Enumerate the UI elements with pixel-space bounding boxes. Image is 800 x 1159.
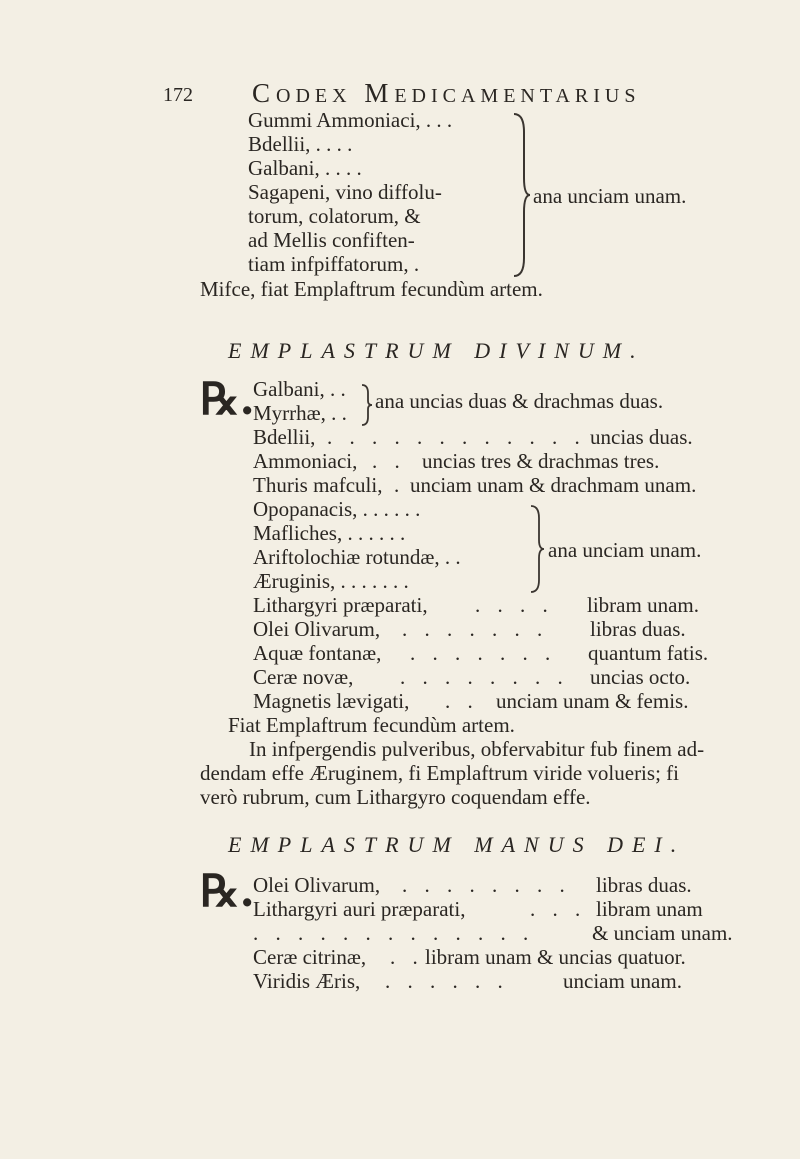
ingredient-line: Ariftolochiæ rotundæ, . . [253, 545, 461, 569]
dose: ana uncias duas & drachmas duas. [375, 389, 664, 413]
ingredient-name: Olei Olivarum, [253, 617, 381, 641]
running-header [252, 78, 641, 109]
ingredient-name: Lithargyri auri præparati, [253, 897, 466, 921]
brace-icon [510, 112, 532, 278]
page-number: 172 [163, 84, 193, 106]
leader-dots: . . . . . . [385, 969, 509, 993]
leader-dots: . . . . [475, 593, 554, 617]
brace-icon [528, 504, 546, 594]
ingredient-line: Æruginis, . . . . . . . [253, 569, 409, 593]
section-title: EMPLASTRUM DIVINUM. [228, 338, 645, 363]
leader-dots: . . [372, 449, 406, 473]
ingredient-line: Myrrhæ, . . [253, 401, 347, 425]
leader-dots: . . . . . . . . [402, 873, 571, 897]
ingredient-line: Galbani, . . [253, 377, 346, 401]
dose: uncias tres & drachmas tres. [422, 449, 660, 473]
header-edicamentarius: EDICAMENTARIUS [394, 85, 641, 107]
ingredient-name: Magnetis lævigati, [253, 689, 410, 713]
dose: libram unam [596, 897, 703, 921]
instruction: verò rubrum, cum Lithargyro coquendam effe. [200, 785, 591, 809]
leader-dots: . . . . . . . [410, 641, 557, 665]
dose: uncias octo. [590, 665, 691, 689]
ingredient-name: Ammoniaci, [253, 449, 358, 473]
header-odex: ODEX [276, 85, 352, 107]
dose: libram unam & uncias quatuor. [425, 945, 686, 969]
ingredient-line: Galbani, . . . . [248, 156, 362, 180]
instruction: Mifce, fiat Emplaftrum fecundùm artem. [200, 277, 543, 301]
leader-dots: . . . [530, 897, 587, 921]
header-c: C [252, 78, 277, 108]
ingredient-line: Opopanacis, . . . . . . [253, 497, 421, 521]
recipe-symbol: ℞. [200, 866, 255, 917]
dose: ana unciam unam. [548, 538, 702, 562]
ingredient-name: Bdellii, [253, 425, 316, 449]
leader-dots: . . . . . . . . . . . . . [253, 921, 535, 945]
ingredient-line: torum, colatorum, & [248, 204, 421, 228]
ingredient-line: Bdellii, . . . . [248, 132, 353, 156]
leader-dots: . . [445, 689, 479, 713]
ingredient-name: Olei Olivarum, [253, 873, 381, 897]
leader-dots: . . . . . . . [402, 617, 549, 641]
leader-dots: . [394, 473, 406, 497]
dose: unciam unam & femis. [496, 689, 689, 713]
ingredient-line: ad Mellis confiften- [248, 228, 415, 252]
ingredient-name: Ceræ citrinæ, [253, 945, 367, 969]
dose: libras duas. [596, 873, 692, 897]
ingredient-line: tiam infpiffatorum, . [248, 252, 420, 276]
dose: ana unciam unam. [533, 184, 687, 208]
dose: libras duas. [590, 617, 686, 641]
header-m: M [364, 78, 395, 108]
recipe-symbol: ℞. [200, 374, 255, 425]
ingredient-line: Mafliches, . . . . . . [253, 521, 406, 545]
leader-dots: . . . . . . . . [400, 665, 569, 689]
leader-dots: . . [390, 945, 424, 969]
dose: libram unam. [587, 593, 699, 617]
ingredient-line: Gummi Ammoniaci, . . . [248, 108, 453, 132]
dose: quantum fatis. [588, 641, 709, 665]
ingredient-name: Thuris mafculi, [253, 473, 383, 497]
instruction: Fiat Emplaftrum fecundùm artem. [228, 713, 515, 737]
ingredient-name: Viridis Æris, [253, 969, 361, 993]
ingredient-name: Aquæ fontanæ, [253, 641, 382, 665]
instruction: dendam effe Æruginem, fi Emplaftrum viride volueris; fi [200, 761, 679, 785]
ingredient-name: Ceræ novæ, [253, 665, 354, 689]
dose: uncias duas. [590, 425, 693, 449]
instruction: In infpergendis pulveribus, obfervabitur fub finem ad- [249, 737, 705, 761]
ingredient-name: Lithargyri præparati, [253, 593, 428, 617]
leader-dots: . . . . . . . . . . . . [327, 425, 586, 449]
brace-icon [360, 383, 374, 427]
ingredient-line: Sagapeni, vino diffolu- [248, 180, 442, 204]
dose: unciam unam & drachmam unam. [410, 473, 697, 497]
dose: unciam unam. [563, 969, 682, 993]
section-title: EMPLASTRUM MANUS DEI. [228, 832, 686, 857]
dose: & unciam unam. [592, 921, 733, 945]
